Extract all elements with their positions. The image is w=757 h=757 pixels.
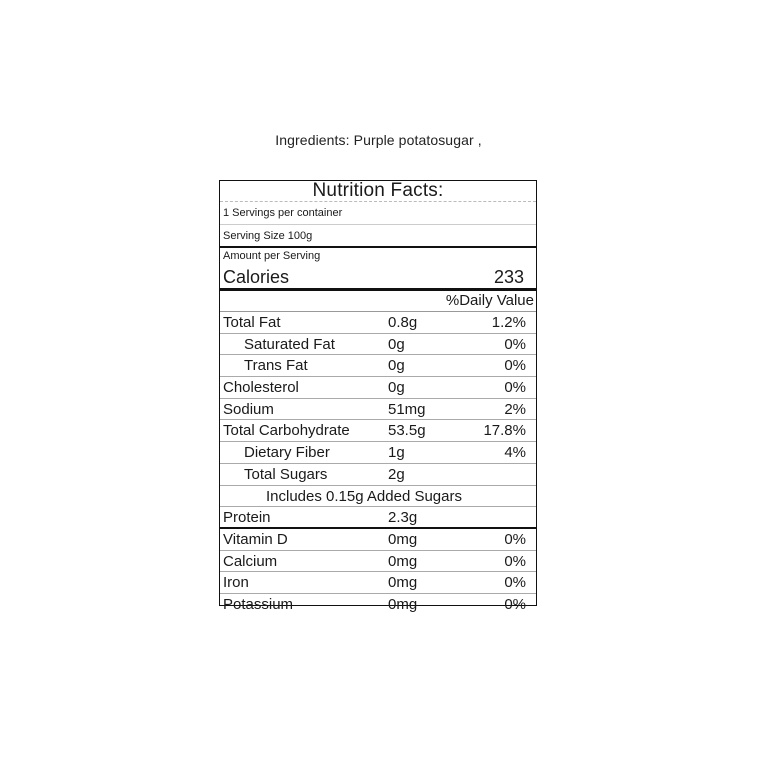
nutrient-daily-value — [430, 464, 536, 486]
servings-per-container: 1 Servings per container — [220, 202, 536, 225]
nutrient-amount: 0g — [388, 357, 405, 375]
nutrition-facts-label — [219, 180, 537, 613]
nutrient-row-total-fat — [220, 312, 536, 334]
amount-per-serving: Amount per Serving — [223, 250, 321, 262]
nutrient-row-total-carbohydrate — [220, 420, 536, 442]
nutrient-amount: 2g — [388, 465, 405, 483]
vitamin-row-iron — [220, 572, 536, 594]
nutrient-name: Cholesterol — [223, 379, 299, 397]
nutrient-daily-value: 4% — [504, 444, 526, 462]
nutrient-amount: 0.8g — [388, 314, 418, 331]
vitamin-row-calcium — [220, 551, 536, 573]
vitamin-row-vitamin-d — [220, 529, 536, 551]
nutrient-amount: 0g — [388, 379, 405, 397]
nutrient-amount: 53.5g — [388, 422, 426, 440]
nutrient-row-saturated-fat — [220, 334, 536, 356]
vitamin-daily-value: 0% — [504, 574, 526, 592]
vitamin-row-potassium — [220, 594, 536, 616]
daily-value-header: %Daily Value — [220, 291, 536, 312]
nutrient-row-cholesterol — [220, 377, 536, 399]
vitamin-name: Calcium — [223, 552, 278, 570]
nutrient-row-sodium — [220, 399, 536, 421]
nutrient-amount: 1g — [388, 444, 405, 462]
vitamin-name: Iron — [223, 574, 249, 592]
calories-label: Calories — [223, 267, 290, 287]
vitamin-amount: 0mg — [388, 552, 418, 570]
nutrient-amount: 0g — [388, 335, 405, 353]
nutrient-amount: 2.3g — [388, 509, 418, 527]
nutrient-name: Trans Fat — [244, 357, 308, 375]
nutrient-daily-value: 0% — [504, 335, 526, 353]
nutrient-daily-value: 1.2% — [491, 314, 526, 331]
nutrient-row-protein — [220, 507, 536, 529]
vitamin-daily-value: 0% — [504, 530, 526, 548]
nutrient-name: Sodium — [223, 400, 274, 418]
added-sugars-row: Includes 0.15g Added Sugars — [220, 486, 536, 508]
nutrient-daily-value: 0% — [504, 357, 526, 375]
nutrient-row-dietary-fiber — [220, 442, 536, 464]
nutrient-name: Dietary Fiber — [244, 444, 330, 462]
nutrient-row-trans-fat — [220, 355, 536, 377]
vitamin-amount: 0mg — [388, 595, 418, 613]
nutrient-daily-value: 17.8% — [483, 422, 526, 440]
vitamin-daily-value: 0% — [504, 552, 526, 570]
nutrient-name: Protein — [223, 509, 271, 527]
label-title: Nutrition Facts: — [220, 181, 536, 202]
vitamin-daily-value: 0% — [504, 595, 526, 613]
calories-value: 233 — [493, 267, 524, 287]
nutrient-name: Total Sugars — [244, 465, 328, 483]
vitamin-amount: 0mg — [388, 574, 418, 592]
vitamin-name: Potassium — [223, 595, 294, 613]
nutrient-daily-value: 2% — [504, 400, 526, 418]
ingredients-text: Ingredients: Purple potatosugar , — [275, 132, 482, 148]
nutrient-row-total-sugars — [220, 464, 536, 486]
nutrient-name: Total Fat — [223, 314, 281, 331]
nutrient-daily-value: 0% — [504, 379, 526, 397]
nutrient-daily-value — [430, 507, 536, 529]
vitamin-amount: 0mg — [388, 530, 418, 548]
nutrient-amount: 51mg — [388, 400, 426, 418]
nutrient-name: Total Carbohydrate — [223, 422, 350, 440]
vitamin-name: Vitamin D — [223, 530, 288, 548]
nutrient-name: Saturated Fat — [244, 335, 335, 353]
calories-row — [220, 262, 536, 291]
serving-size: Serving Size 100g — [220, 225, 536, 248]
